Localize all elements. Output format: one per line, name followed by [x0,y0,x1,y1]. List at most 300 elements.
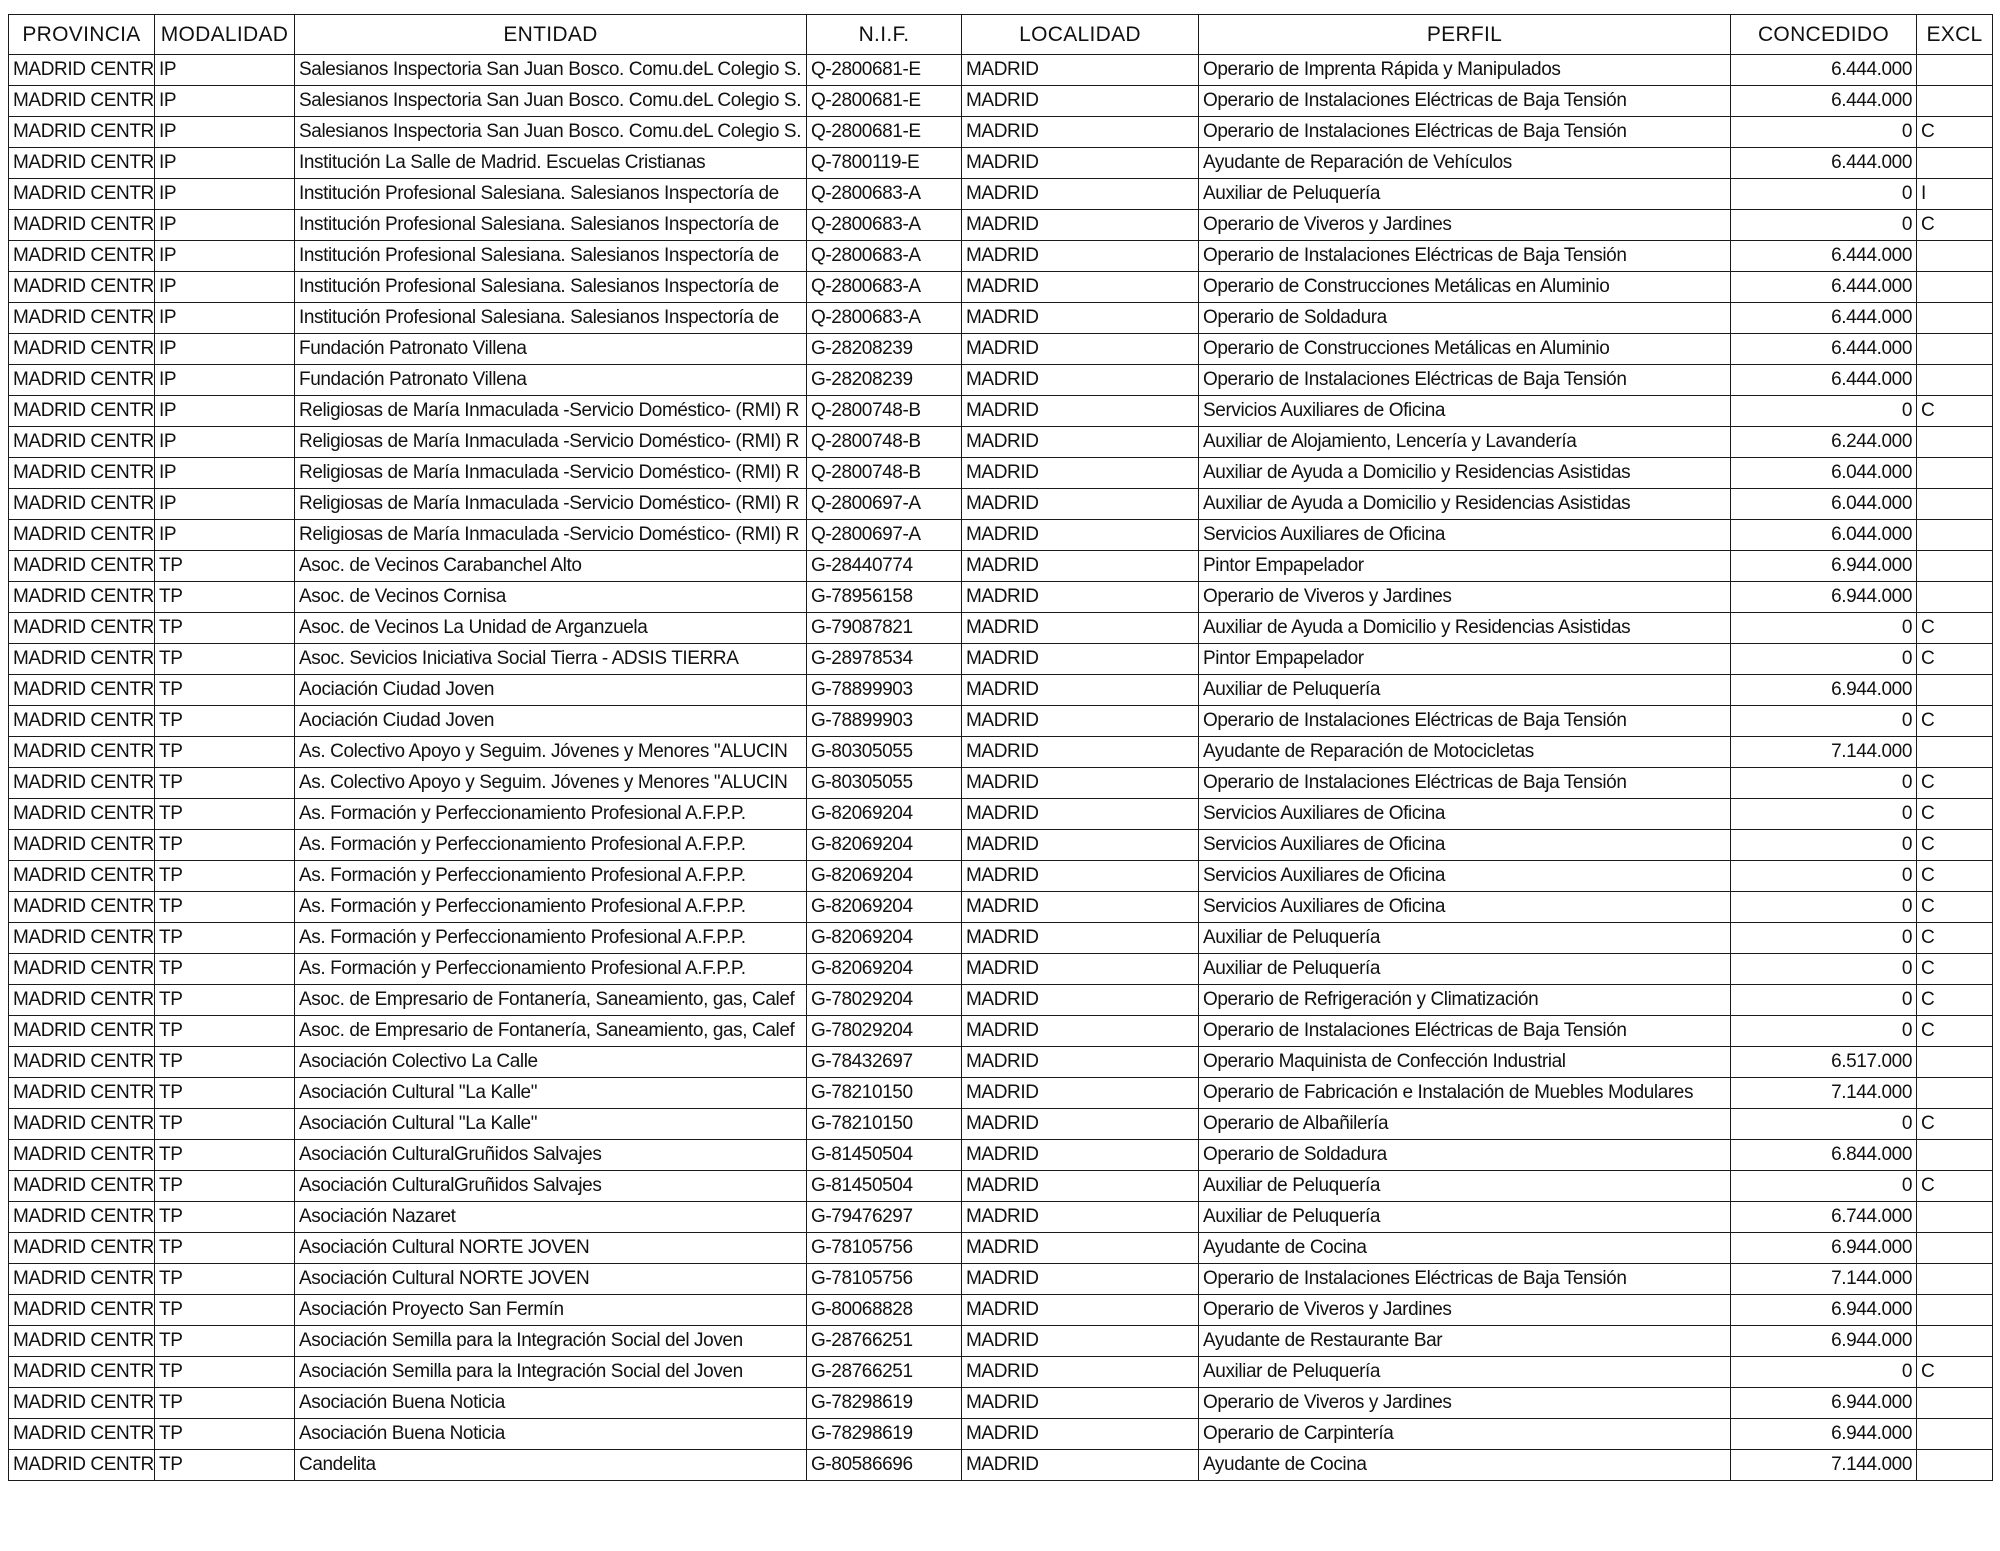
perfil-cell: Operario de Instalaciones Eléctricas de Baja Tensión [1199,365,1731,396]
modalidad-cell: TP [155,799,295,830]
localidad-cell: MADRID [962,1202,1199,1233]
header-nif: N.I.F. [807,15,962,55]
modalidad-cell: IP [155,334,295,365]
provincia-cell: MADRID CENTR [9,1419,155,1450]
provincia-cell: MADRID CENTR [9,923,155,954]
table-row [9,1419,1993,1450]
perfil-cell: Servicios Auxiliares de Oficina [1199,861,1731,892]
concedido-cell: 6.944.000 [1731,1419,1917,1450]
nif-cell: Q-2800748-B [807,396,962,427]
excl-cell: C [1917,768,1993,799]
nif-cell: G-79476297 [807,1202,962,1233]
entidad-cell: Religiosas de María Inmaculada -Servicio Doméstico- (RMI) R [295,520,807,551]
perfil-cell: Auxiliar de Ayuda a Domicilio y Residencias Asistidas [1199,489,1731,520]
excl-cell [1917,1264,1993,1295]
perfil-cell: Operario de Instalaciones Eléctricas de Baja Tensión [1199,768,1731,799]
modalidad-cell: TP [155,768,295,799]
provincia-cell: MADRID CENTR [9,799,155,830]
modalidad-cell: TP [155,1357,295,1388]
entidad-cell: Asociación Proyecto San Fermín [295,1295,807,1326]
entidad-cell: Institución Profesional Salesiana. Salesianos Inspectoría de [295,210,807,241]
nif-cell: G-80068828 [807,1295,962,1326]
localidad-cell: MADRID [962,272,1199,303]
provincia-cell: MADRID CENTR [9,365,155,396]
provincia-cell: MADRID CENTR [9,1264,155,1295]
nif-cell: G-78899903 [807,706,962,737]
nif-cell: Q-2800681-E [807,117,962,148]
excl-cell [1917,1140,1993,1171]
concedido-cell: 0 [1731,923,1917,954]
provincia-cell: MADRID CENTR [9,1388,155,1419]
concedido-cell: 0 [1731,396,1917,427]
provincia-cell: MADRID CENTR [9,830,155,861]
modalidad-cell: IP [155,458,295,489]
perfil-cell: Operario de Construcciones Metálicas en Aluminio [1199,272,1731,303]
localidad-cell: MADRID [962,1078,1199,1109]
localidad-cell: MADRID [962,613,1199,644]
concedido-cell: 7.144.000 [1731,1264,1917,1295]
perfil-cell: Servicios Auxiliares de Oficina [1199,799,1731,830]
perfil-cell: Ayudante de Reparación de Motocicletas [1199,737,1731,768]
excl-cell [1917,489,1993,520]
excl-cell [1917,520,1993,551]
entidad-cell: As. Formación y Perfeccionamiento Profesional A.F.P.P. [295,954,807,985]
nif-cell: G-78956158 [807,582,962,613]
perfil-cell: Operario de Viveros y Jardines [1199,210,1731,241]
table-row [9,210,1993,241]
table-row [9,675,1993,706]
modalidad-cell: IP [155,427,295,458]
localidad-cell: MADRID [962,582,1199,613]
concedido-cell: 6.944.000 [1731,675,1917,706]
table-row [9,1264,1993,1295]
table-row [9,520,1993,551]
entidad-cell: Institución Profesional Salesiana. Salesianos Inspectoría de [295,179,807,210]
modalidad-cell: TP [155,582,295,613]
nif-cell: G-78105756 [807,1264,962,1295]
localidad-cell: MADRID [962,768,1199,799]
entidad-cell: As. Formación y Perfeccionamiento Profesional A.F.P.P. [295,892,807,923]
concedido-cell: 6.244.000 [1731,427,1917,458]
entidad-cell: Asoc. de Vecinos Carabanchel Alto [295,551,807,582]
concedido-cell: 6.444.000 [1731,148,1917,179]
excl-cell: C [1917,644,1993,675]
entidad-cell: Salesianos Inspectoria San Juan Bosco. Comu.deL Colegio S. [295,117,807,148]
excl-cell [1917,427,1993,458]
entidad-cell: Asoc. de Vecinos La Unidad de Arganzuela [295,613,807,644]
nif-cell: Q-2800681-E [807,86,962,117]
provincia-cell: MADRID CENTR [9,117,155,148]
excl-cell [1917,675,1993,706]
provincia-cell: MADRID CENTR [9,55,155,86]
perfil-cell: Auxiliar de Peluquería [1199,1171,1731,1202]
nif-cell: Q-2800748-B [807,458,962,489]
table-row [9,1357,1993,1388]
provincia-cell: MADRID CENTR [9,1202,155,1233]
perfil-cell: Operario de Soldadura [1199,303,1731,334]
table-row [9,613,1993,644]
excl-cell [1917,86,1993,117]
nif-cell: G-28440774 [807,551,962,582]
localidad-cell: MADRID [962,1419,1199,1450]
localidad-cell: MADRID [962,954,1199,985]
table-row [9,830,1993,861]
modalidad-cell: IP [155,520,295,551]
concedido-cell: 6.444.000 [1731,86,1917,117]
header-entidad: ENTIDAD [295,15,807,55]
concedido-cell: 0 [1731,210,1917,241]
perfil-cell: Operario de Carpintería [1199,1419,1731,1450]
excl-cell: C [1917,1016,1993,1047]
nif-cell: G-82069204 [807,830,962,861]
concedido-cell: 6.444.000 [1731,303,1917,334]
entidad-cell: Asociación CulturalGruñidos Salvajes [295,1171,807,1202]
table-row [9,1295,1993,1326]
modalidad-cell: TP [155,985,295,1016]
localidad-cell: MADRID [962,179,1199,210]
table-row [9,458,1993,489]
table-row [9,706,1993,737]
concedido-cell: 0 [1731,1171,1917,1202]
nif-cell: G-28208239 [807,365,962,396]
entidad-cell: Institución La Salle de Madrid. Escuelas Cristianas [295,148,807,179]
modalidad-cell: IP [155,148,295,179]
concedido-cell: 6.044.000 [1731,458,1917,489]
modalidad-cell: IP [155,210,295,241]
table-row [9,334,1993,365]
provincia-cell: MADRID CENTR [9,489,155,520]
modalidad-cell: IP [155,55,295,86]
nif-cell: Q-2800748-B [807,427,962,458]
modalidad-cell: TP [155,954,295,985]
provincia-cell: MADRID CENTR [9,613,155,644]
perfil-cell: Auxiliar de Alojamiento, Lencería y Lavandería [1199,427,1731,458]
table-body [9,55,1993,1481]
perfil-cell: Operario de Instalaciones Eléctricas de Baja Tensión [1199,1264,1731,1295]
table-row [9,954,1993,985]
nif-cell: Q-2800683-A [807,303,962,334]
nif-cell: G-28978534 [807,644,962,675]
concedido-cell: 6.444.000 [1731,365,1917,396]
localidad-cell: MADRID [962,1047,1199,1078]
concedido-cell: 6.444.000 [1731,241,1917,272]
localidad-cell: MADRID [962,210,1199,241]
table-row [9,365,1993,396]
concedido-cell: 6.944.000 [1731,582,1917,613]
table-row [9,799,1993,830]
perfil-cell: Auxiliar de Ayuda a Domicilio y Residencias Asistidas [1199,613,1731,644]
provincia-cell: MADRID CENTR [9,427,155,458]
nif-cell: Q-2800697-A [807,520,962,551]
modalidad-cell: TP [155,737,295,768]
excl-cell: C [1917,892,1993,923]
perfil-cell: Servicios Auxiliares de Oficina [1199,520,1731,551]
localidad-cell: MADRID [962,489,1199,520]
perfil-cell: Operario de Construcciones Metálicas en Aluminio [1199,334,1731,365]
table-row [9,117,1993,148]
excl-cell [1917,241,1993,272]
excl-cell: C [1917,799,1993,830]
nif-cell: G-78432697 [807,1047,962,1078]
localidad-cell: MADRID [962,737,1199,768]
perfil-cell: Auxiliar de Peluquería [1199,675,1731,706]
header-modalidad: MODALIDAD [155,15,295,55]
localidad-cell: MADRID [962,1357,1199,1388]
concedido-cell: 6.444.000 [1731,334,1917,365]
perfil-cell: Operario de Viveros y Jardines [1199,1388,1731,1419]
provincia-cell: MADRID CENTR [9,334,155,365]
perfil-cell: Operario de Viveros y Jardines [1199,582,1731,613]
modalidad-cell: TP [155,1419,295,1450]
excl-cell [1917,1450,1993,1481]
entidad-cell: Asociación Cultural "La Kalle" [295,1078,807,1109]
modalidad-cell: IP [155,396,295,427]
entidad-cell: As. Formación y Perfeccionamiento Profesional A.F.P.P. [295,830,807,861]
modalidad-cell: TP [155,1109,295,1140]
entidad-cell: Religiosas de María Inmaculada -Servicio Doméstico- (RMI) R [295,396,807,427]
excl-cell: C [1917,861,1993,892]
concedido-cell: 0 [1731,861,1917,892]
nif-cell: G-81450504 [807,1140,962,1171]
modalidad-cell: IP [155,272,295,303]
nif-cell: G-80305055 [807,737,962,768]
perfil-cell: Ayudante de Cocina [1199,1233,1731,1264]
modalidad-cell: TP [155,613,295,644]
nif-cell: G-78105756 [807,1233,962,1264]
table-row [9,427,1993,458]
nif-cell: G-28766251 [807,1326,962,1357]
grants-table [8,14,1993,1481]
concedido-cell: 6.044.000 [1731,489,1917,520]
excl-cell: C [1917,985,1993,1016]
entidad-cell: As. Formación y Perfeccionamiento Profesional A.F.P.P. [295,799,807,830]
localidad-cell: MADRID [962,334,1199,365]
entidad-cell: Fundación Patronato Villena [295,334,807,365]
concedido-cell: 0 [1731,613,1917,644]
excl-cell [1917,272,1993,303]
entidad-cell: Salesianos Inspectoria San Juan Bosco. Comu.deL Colegio S. [295,55,807,86]
localidad-cell: MADRID [962,1016,1199,1047]
table-row [9,55,1993,86]
localidad-cell: MADRID [962,1264,1199,1295]
perfil-cell: Operario de Instalaciones Eléctricas de Baja Tensión [1199,86,1731,117]
concedido-cell: 0 [1731,1357,1917,1388]
concedido-cell: 6.944.000 [1731,1295,1917,1326]
excl-cell [1917,148,1993,179]
provincia-cell: MADRID CENTR [9,582,155,613]
concedido-cell: 0 [1731,1109,1917,1140]
excl-cell: C [1917,830,1993,861]
entidad-cell: As. Formación y Perfeccionamiento Profesional A.F.P.P. [295,861,807,892]
header-provincia: PROVINCIA [9,15,155,55]
table-row [9,1326,1993,1357]
provincia-cell: MADRID CENTR [9,1047,155,1078]
nif-cell: G-78029204 [807,985,962,1016]
table-row [9,768,1993,799]
concedido-cell: 7.144.000 [1731,737,1917,768]
perfil-cell: Auxiliar de Peluquería [1199,1357,1731,1388]
entidad-cell: Asociación Buena Noticia [295,1419,807,1450]
modalidad-cell: TP [155,1171,295,1202]
entidad-cell: Asociación Semilla para la Integración Social del Joven [295,1357,807,1388]
header-localidad: LOCALIDAD [962,15,1199,55]
provincia-cell: MADRID CENTR [9,861,155,892]
entidad-cell: Asoc. Sevicios Iniciativa Social Tierra - ADSIS TIERRA [295,644,807,675]
localidad-cell: MADRID [962,55,1199,86]
entidad-cell: Asociación Cultural NORTE JOVEN [295,1264,807,1295]
concedido-cell: 6.517.000 [1731,1047,1917,1078]
entidad-cell: Asociación CulturalGruñidos Salvajes [295,1140,807,1171]
table-row [9,1109,1993,1140]
localidad-cell: MADRID [962,1140,1199,1171]
nif-cell: G-82069204 [807,861,962,892]
concedido-cell: 0 [1731,892,1917,923]
excl-cell: I [1917,179,1993,210]
perfil-cell: Auxiliar de Peluquería [1199,923,1731,954]
localidad-cell: MADRID [962,241,1199,272]
localidad-cell: MADRID [962,396,1199,427]
entidad-cell: Candelita [295,1450,807,1481]
entidad-cell: Institución Profesional Salesiana. Salesianos Inspectoría de [295,272,807,303]
table-row [9,923,1993,954]
excl-cell [1917,1388,1993,1419]
perfil-cell: Auxiliar de Peluquería [1199,954,1731,985]
localidad-cell: MADRID [962,706,1199,737]
modalidad-cell: TP [155,1202,295,1233]
modalidad-cell: IP [155,86,295,117]
modalidad-cell: TP [155,644,295,675]
perfil-cell: Pintor Empapelador [1199,644,1731,675]
provincia-cell: MADRID CENTR [9,86,155,117]
table-row [9,1140,1993,1171]
nif-cell: Q-2800681-E [807,55,962,86]
perfil-cell: Servicios Auxiliares de Oficina [1199,830,1731,861]
localidad-cell: MADRID [962,303,1199,334]
modalidad-cell: TP [155,1016,295,1047]
excl-cell: C [1917,117,1993,148]
nif-cell: Q-2800697-A [807,489,962,520]
entidad-cell: Asociación Nazaret [295,1202,807,1233]
modalidad-cell: TP [155,1078,295,1109]
concedido-cell: 0 [1731,954,1917,985]
modalidad-cell: TP [155,1264,295,1295]
excl-cell: C [1917,396,1993,427]
entidad-cell: Asociación Buena Noticia [295,1388,807,1419]
localidad-cell: MADRID [962,861,1199,892]
excl-cell [1917,365,1993,396]
table-row [9,1388,1993,1419]
excl-cell [1917,1047,1993,1078]
localidad-cell: MADRID [962,1326,1199,1357]
concedido-cell: 6.944.000 [1731,1388,1917,1419]
localidad-cell: MADRID [962,1233,1199,1264]
nif-cell: Q-2800683-A [807,179,962,210]
concedido-cell: 0 [1731,768,1917,799]
provincia-cell: MADRID CENTR [9,520,155,551]
nif-cell: Q-7800119-E [807,148,962,179]
modalidad-cell: TP [155,892,295,923]
modalidad-cell: IP [155,117,295,148]
nif-cell: G-82069204 [807,892,962,923]
provincia-cell: MADRID CENTR [9,737,155,768]
excl-cell [1917,1233,1993,1264]
excl-cell: C [1917,1357,1993,1388]
nif-cell: G-82069204 [807,954,962,985]
entidad-cell: Asociación Semilla para la Integración Social del Joven [295,1326,807,1357]
provincia-cell: MADRID CENTR [9,551,155,582]
modalidad-cell: TP [155,1326,295,1357]
localidad-cell: MADRID [962,520,1199,551]
concedido-cell: 6.044.000 [1731,520,1917,551]
entidad-cell: Institución Profesional Salesiana. Salesianos Inspectoría de [295,303,807,334]
provincia-cell: MADRID CENTR [9,148,155,179]
localidad-cell: MADRID [962,644,1199,675]
table-row [9,396,1993,427]
provincia-cell: MADRID CENTR [9,1450,155,1481]
perfil-cell: Operario de Soldadura [1199,1140,1731,1171]
modalidad-cell: IP [155,241,295,272]
perfil-cell: Operario de Instalaciones Eléctricas de Baja Tensión [1199,117,1731,148]
concedido-cell: 0 [1731,985,1917,1016]
localidad-cell: MADRID [962,830,1199,861]
perfil-cell: Auxiliar de Peluquería [1199,1202,1731,1233]
perfil-cell: Operario de Imprenta Rápida y Manipulados [1199,55,1731,86]
excl-cell: C [1917,954,1993,985]
provincia-cell: MADRID CENTR [9,458,155,489]
entidad-cell: As. Formación y Perfeccionamiento Profesional A.F.P.P. [295,923,807,954]
table-row [9,551,1993,582]
excl-cell: C [1917,210,1993,241]
localidad-cell: MADRID [962,1171,1199,1202]
concedido-cell: 6.944.000 [1731,1233,1917,1264]
nif-cell: G-82069204 [807,923,962,954]
nif-cell: Q-2800683-A [807,241,962,272]
concedido-cell: 0 [1731,179,1917,210]
excl-cell [1917,55,1993,86]
excl-cell [1917,737,1993,768]
entidad-cell: Fundación Patronato Villena [295,365,807,396]
table-row [9,1016,1993,1047]
table-row [9,303,1993,334]
header-concedido: CONCEDIDO [1731,15,1917,55]
perfil-cell: Auxiliar de Ayuda a Domicilio y Residencias Asistidas [1199,458,1731,489]
header-row [9,15,1993,55]
concedido-cell: 0 [1731,117,1917,148]
header-excl: EXCL [1917,15,1993,55]
perfil-cell: Pintor Empapelador [1199,551,1731,582]
localidad-cell: MADRID [962,892,1199,923]
modalidad-cell: IP [155,489,295,520]
localidad-cell: MADRID [962,799,1199,830]
localidad-cell: MADRID [962,1295,1199,1326]
concedido-cell: 6.944.000 [1731,551,1917,582]
modalidad-cell: TP [155,1233,295,1264]
modalidad-cell: TP [155,1140,295,1171]
nif-cell: G-80305055 [807,768,962,799]
modalidad-cell: IP [155,179,295,210]
modalidad-cell: TP [155,1388,295,1419]
provincia-cell: MADRID CENTR [9,1078,155,1109]
perfil-cell: Operario de Albañilería [1199,1109,1731,1140]
excl-cell [1917,1326,1993,1357]
provincia-cell: MADRID CENTR [9,1326,155,1357]
modalidad-cell: TP [155,923,295,954]
entidad-cell: Institución Profesional Salesiana. Salesianos Inspectoría de [295,241,807,272]
perfil-cell: Operario de Instalaciones Eléctricas de Baja Tensión [1199,706,1731,737]
excl-cell [1917,1202,1993,1233]
excl-cell [1917,582,1993,613]
nif-cell: G-82069204 [807,799,962,830]
